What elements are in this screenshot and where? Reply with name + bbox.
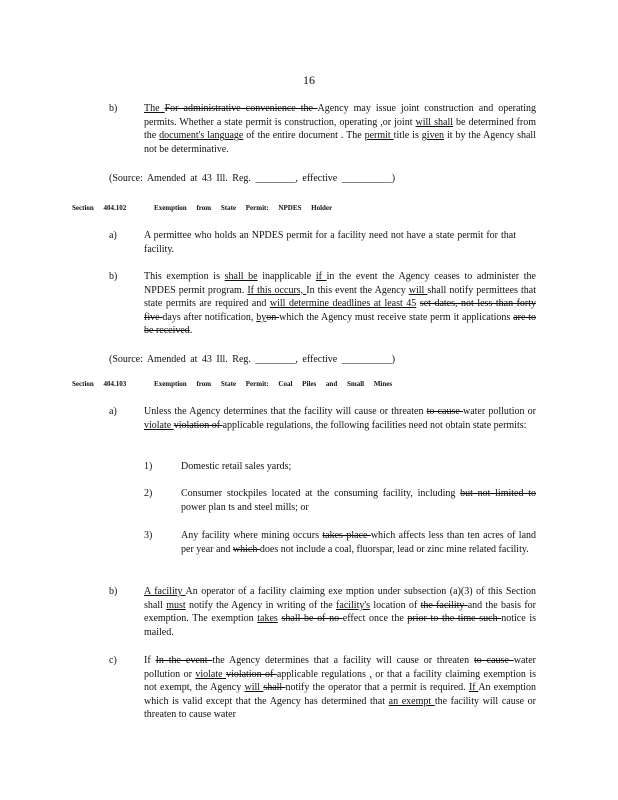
item-label: a) — [109, 230, 117, 241]
subitem-label: 1) — [144, 461, 153, 472]
section-heading-404-102 — [72, 204, 332, 212]
paragraph-exemption-inapplicable: This exemption is shall be inapplicable if in the event the Agency ceases to administer the NPDES permit program. If this occurs, In this event the Agency will shall notify permittees that state permits are required and will determine deadlines at least 45 set dates, not less than forty five days after notification, byon which the Agency must receive state perm it applications are to be received. — [144, 271, 537, 337]
item-label: a) — [109, 406, 117, 417]
subitem-label: 3) — [144, 530, 153, 541]
paragraph-permit-required: If In the event the Agency determines that a facility will cause or threaten to cause water pollution or violate violation of applicable regulations , or that a facility claiming exemption is not exempt, the Agency will shall notify the operator that a permit is required. If An exemption which is valid except that the Agency has determined that an exempt the facility will cause or threaten to cause water — [144, 655, 536, 721]
subitem-retail-sales-yards: Domestic retail sales yards; — [181, 461, 292, 472]
section-heading-404-103 — [72, 380, 392, 388]
subitem-consumer-stockpiles: Consumer stockpiles located at the consuming facility, including but not limited to power plan ts and steel mills; or — [181, 488, 536, 513]
paragraph-exemption-claim: A facility An operator of a facility claiming exe mption under subsection (a)(3) of this Section shall must notify the Agency in writing of the facility's location of the facility and the basis for exemption. The exemption takes shall be of no effect once the prior to the time such notice is mailed. — [144, 586, 537, 638]
paragraph-unless-agency-determines: Unless the Agency determines that the facility will cause or threaten to cause water pollution or violate violation of applicable regulations, the following facilities need not obtain state permits: — [144, 406, 536, 431]
item-label: b) — [109, 103, 118, 114]
section-number: Section 404.102 — [72, 204, 127, 212]
section-title: Exemption from State Permit: NPDES Holder — [154, 204, 333, 212]
item-label: b) — [109, 586, 118, 597]
item-label: b) — [109, 271, 118, 282]
source-note: (Source: Amended at 43 Ill. Reg. ________, effective __________) — [109, 354, 396, 365]
section-number: Section 404.103 — [72, 380, 127, 388]
item-label: c) — [109, 655, 117, 666]
section-title: Exemption from State Permit: Coal Piles and Small Mines — [154, 380, 393, 388]
subitem-mining-facility: Any facility where mining occurs takes place which affects less than ten acres of land per year and which does not include a coal, fluorspar, lead or zinc mine related facility. — [181, 530, 537, 555]
source-note: (Source: Amended at 43 Ill. Reg. ________, effective __________) — [109, 173, 396, 184]
subitem-label: 2) — [144, 488, 153, 499]
paragraph-npdes-permittee: A permittee who holds an NPDES permit for a facility need not have a state permit for that facility. — [144, 230, 516, 255]
paragraph-joint-permits: The For administrative convenience the Agency may issue joint construction and operating permits. Whether a state permit is construction, operating ,or joint will shall be determined from the document's language of the entire document . The permit title is given it by the Agency shall not be determinative. — [144, 103, 537, 155]
page-number: 16 — [303, 73, 315, 87]
